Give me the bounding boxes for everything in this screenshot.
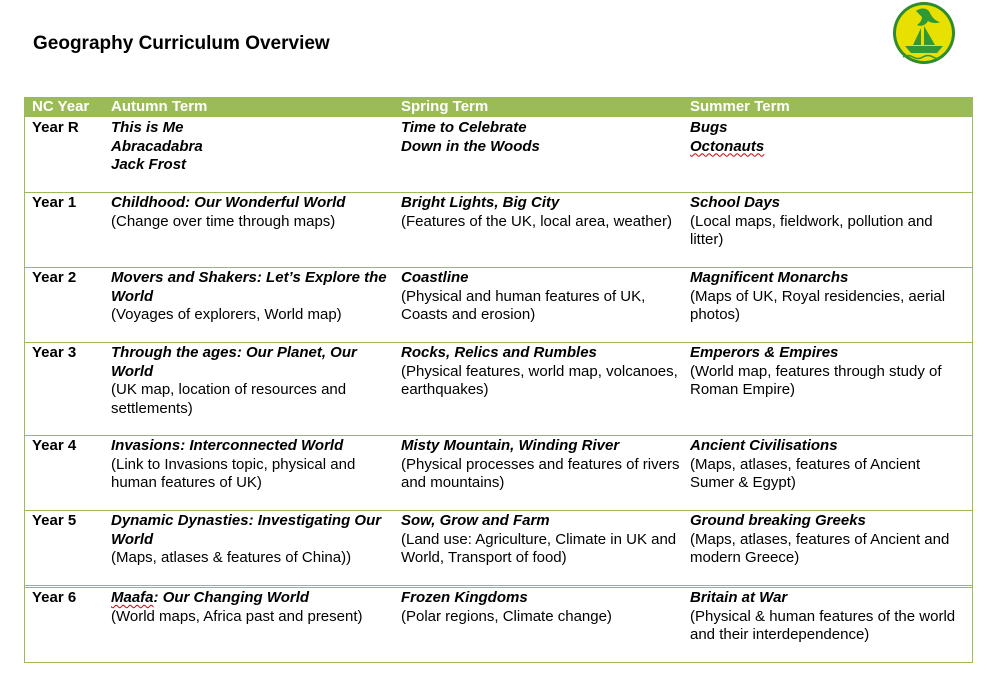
spring-cell	[401, 589, 681, 626]
curriculum-table	[24, 97, 973, 663]
spring-cell	[401, 119, 681, 156]
table-row	[24, 342, 973, 435]
row-divider	[24, 585, 973, 586]
spring-cell	[401, 512, 681, 568]
topic-title: Coastline	[401, 269, 469, 286]
summer-cell	[690, 589, 965, 645]
year-label: Year 3	[32, 344, 77, 361]
table-row	[24, 435, 973, 510]
topic-note: (Polar regions, Climate change)	[401, 607, 612, 625]
topic-title	[111, 589, 391, 608]
summer-cell	[690, 437, 965, 493]
topic-title: Misty Mountain, Winding River	[401, 437, 620, 454]
year-label: Year 5	[32, 512, 77, 529]
topic-title: Britain at War	[690, 589, 788, 606]
topic-note: (Maps, atlases, features of Ancient Sumer & Egypt)	[690, 455, 921, 492]
topic-note: (Maps, atlases & features of China))	[111, 549, 352, 567]
year-label: Year 2	[32, 269, 77, 286]
table-row	[24, 587, 973, 662]
topic-note: (Features of the UK, local area, weather)	[401, 212, 672, 230]
year-label: Year R	[32, 119, 79, 136]
topic-note: (Maps, atlases, features of Ancient and modern Greece)	[690, 530, 950, 567]
boat-hull-icon	[905, 46, 943, 53]
autumn-cell	[111, 589, 391, 626]
summer-cell	[690, 512, 965, 568]
topic-title: Ground breaking Greeks	[690, 512, 866, 529]
summer-cell	[690, 344, 965, 400]
table-header-row	[24, 97, 973, 117]
topic-title: Frozen Kingdoms	[401, 589, 528, 606]
topic-title-rest: : Our Changing World	[153, 589, 310, 606]
topic-title: Sow, Grow and Farm	[401, 512, 550, 529]
spring-cell	[401, 194, 681, 231]
autumn-cell	[111, 194, 391, 231]
page-title: Geography Curriculum Overview	[33, 33, 330, 54]
spring-cell	[401, 437, 681, 493]
topic-note: (Local maps, fieldwork, pollution and litter)	[690, 212, 933, 249]
topic-title: Bright Lights, Big City	[401, 194, 560, 211]
topic-title: Time to Celebrate	[401, 119, 527, 136]
topic-note: (Maps of UK, Royal residencies, aerial photos)	[690, 287, 946, 324]
spring-cell	[401, 269, 681, 325]
topic-title: This is Me	[111, 119, 184, 136]
topic-note: (Change over time through maps)	[111, 212, 336, 230]
header-autumn-term: Autumn Term	[111, 98, 208, 115]
topic-title: Movers and Shakers: Let’s Explore the World	[111, 269, 387, 305]
topic-title: Through the ages: Our Planet, Our World	[111, 344, 357, 380]
table-row	[24, 510, 973, 585]
topic-note: (UK map, location of resources and settlements)	[111, 381, 347, 417]
topic-note: (Physical and human features of UK, Coasts and erosion)	[401, 287, 646, 324]
topic-note: (Physical & human features of the world and their interdependence)	[690, 607, 956, 644]
topic-title: Invasions: Interconnected World	[111, 437, 344, 454]
topic-note: (Voyages of explorers, World map)	[111, 306, 342, 324]
year-label: Year 4	[32, 437, 77, 454]
autumn-cell	[111, 269, 391, 325]
topic-title: Jack Frost	[111, 156, 187, 174]
autumn-cell	[111, 437, 391, 493]
summer-cell	[690, 269, 965, 325]
topic-note: (World maps, Africa past and present)	[111, 607, 363, 625]
year-label: Year 1	[32, 194, 77, 211]
header-nc-year: NC Year	[32, 98, 90, 115]
topic-title: Bugs	[690, 119, 728, 136]
table-row	[24, 117, 973, 192]
spring-cell	[401, 344, 681, 400]
topic-note: (World map, features through study of Roman Empire)	[690, 362, 942, 399]
topic-title: Dynamic Dynasties: Investigating Our World	[111, 512, 382, 548]
topic-title: Down in the Woods	[401, 137, 540, 155]
topic-title: Ancient Civilisations	[690, 437, 838, 454]
summer-cell	[690, 119, 965, 156]
spellcheck-word: Octonauts	[690, 137, 765, 155]
year-label: Year 6	[32, 589, 77, 606]
topic-title	[690, 138, 965, 157]
autumn-cell	[111, 512, 391, 568]
autumn-cell	[111, 119, 391, 175]
school-logo	[891, 1, 957, 65]
topic-title: Abracadabra	[111, 137, 203, 155]
spellcheck-word: Maafa	[111, 589, 154, 606]
topic-note: (Physical processes and features of rivers and mountains)	[401, 455, 680, 492]
topic-title: Childhood: Our Wonderful World	[111, 194, 346, 211]
topic-title: Emperors & Empires	[690, 344, 839, 361]
header-summer-term: Summer Term	[690, 98, 790, 115]
header-spring-term: Spring Term	[401, 98, 489, 115]
topic-title: School Days	[690, 194, 781, 211]
topic-title: Rocks, Relics and Rumbles	[401, 344, 597, 361]
topic-title: Magnificent Monarchs	[690, 269, 849, 286]
table-row	[24, 267, 973, 342]
summer-cell	[690, 194, 965, 250]
topic-note: (Link to Invasions topic, physical and human features of UK)	[111, 455, 356, 492]
table-row	[24, 192, 973, 267]
topic-note: (Land use: Agriculture, Climate in UK and World, Transport of food)	[401, 530, 677, 567]
topic-note: (Physical features, world map, volcanoes, earthquakes)	[401, 362, 678, 399]
autumn-cell	[111, 344, 391, 418]
